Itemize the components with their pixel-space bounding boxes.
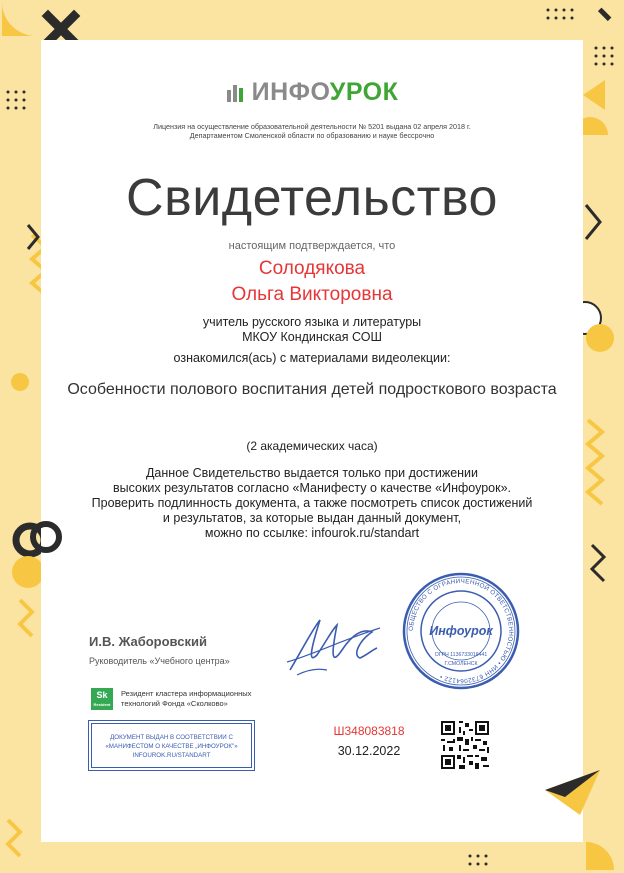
position-line2: МКОУ Кондинская СОШ (242, 330, 382, 344)
recipient-given-name: Ольга Викторовна (231, 284, 393, 305)
manifest-line2: «МАНИФЕСТОМ О КАЧЕСТВЕ „ИНФОУРОК"» (105, 743, 238, 750)
notice-text (0, 466, 624, 541)
notice-line: Данное Свидетельство выдается только при достижении (145, 466, 479, 480)
license-line1: Лицензия на осуществление образовательной деятельности № 5201 выдана 02 апреля 2018 г. (153, 122, 471, 131)
manifest-line3: INFOUROK.RU/STANDART (132, 752, 211, 759)
signer-role: Руководитель «Учебного центра» (89, 656, 230, 666)
skolkovo-badge (91, 688, 113, 710)
skolkovo-text (121, 689, 271, 709)
qr-code-icon[interactable] (439, 719, 491, 771)
confirm-text: настоящим подтверждается, что (228, 240, 396, 252)
position-line1: учитель русского языка и литературы (202, 315, 422, 329)
signature-icon (282, 610, 382, 685)
stamp-city: Г.СМОЛЕНСК (444, 661, 478, 667)
skolkovo-badge-main: Sk (96, 690, 108, 700)
skolkovo-line1: Резидент кластера информационных (121, 689, 252, 698)
license-text (0, 122, 624, 140)
logo-wordmark (252, 78, 399, 107)
logo-part2: УРОК (329, 78, 399, 106)
stamp-ogrn: ОГРН 1136733016441 (434, 652, 488, 658)
recipient-position (0, 315, 624, 345)
issue-date: 30.12.2022 (337, 744, 401, 758)
signer-name: И.В. Жаборовский (89, 634, 207, 649)
license-line2: Департаментом Смоленской области по образованию и науке бессрочно (189, 131, 435, 140)
stamp-center-text: Инфоурок (429, 624, 493, 638)
logo-part1: ИНФО (251, 78, 330, 106)
notice-line: высоких результатов согласно «Манифесту о качестве «Инфоурок». (113, 481, 511, 495)
familiarized-text: ознакомился(ась) с материалами видеолекции: (173, 351, 451, 365)
official-stamp (401, 571, 521, 691)
notice-line: Проверить подлинность документа, а также посмотреть список достижений (91, 496, 533, 510)
recipient-surname: Солодякова (258, 258, 366, 279)
manifest-line1: ДОКУМЕНТ ВЫДАН В СООТВЕТСТВИИ С (110, 734, 233, 741)
skolkovo-badge-sub: Resident (93, 702, 111, 707)
skolkovo-line2: технологий Фонда «Сколково» (121, 699, 228, 708)
manifest-box (91, 723, 252, 768)
logo-mark-icon (226, 82, 248, 104)
stamp-ring-text: ОБЩЕСТВО С ОГРАНИЧЕННОЙ ОТВЕТСТВЕННОСТЬЮ • ИНН 6732064122 • (407, 577, 515, 685)
infourok-logo (0, 78, 624, 107)
hours-text: (2 академических часа) (246, 439, 378, 453)
course-title: Особенности полового воспитания детей подросткового возраста (67, 381, 557, 398)
notice-line: и результатов, за которые выдан данный документ, (162, 511, 462, 525)
serial-number: Ш348083818 (333, 724, 405, 738)
notice-line: можно по ссылке: infourok.ru/standart (204, 526, 420, 540)
certificate-title: Свидетельство (126, 169, 498, 227)
